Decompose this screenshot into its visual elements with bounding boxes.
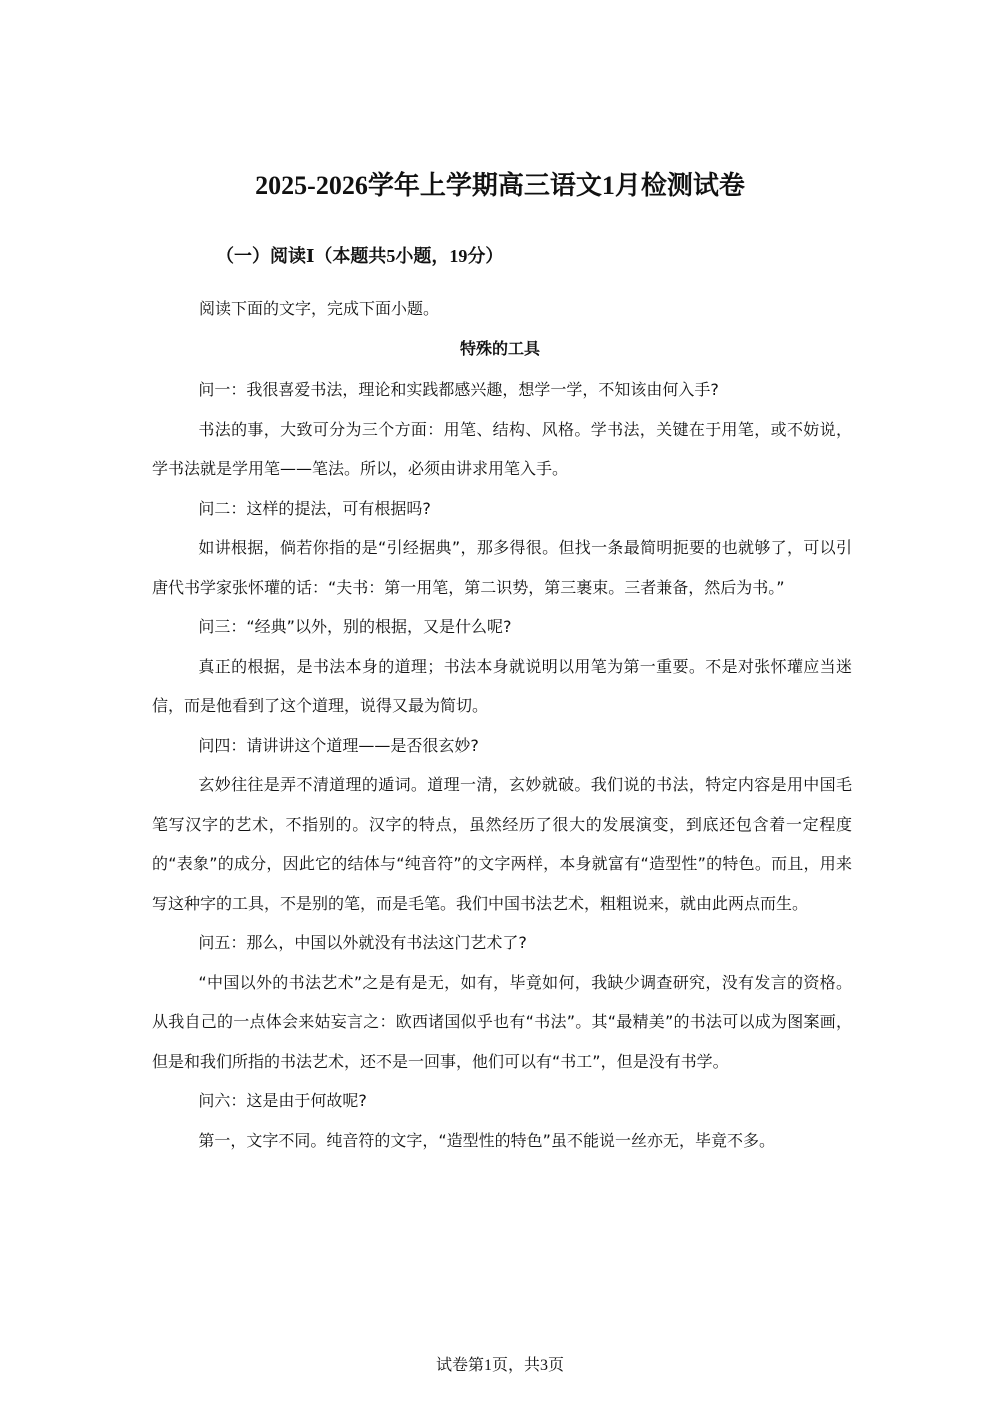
exam-title: 2025-2026学年上学期高三语文1月检测试卷 xyxy=(255,171,745,200)
paragraph-question-6: 问六：这是由于何故呢? xyxy=(198,1091,367,1110)
paragraph-question-3: 问三：“经典”以外，别的根据，又是什么呢? xyxy=(198,617,512,636)
page-footer: 试卷第1页，共3页 xyxy=(435,1357,564,1374)
article-title: 特殊的工具 xyxy=(459,339,540,358)
reading-instruction: 阅读下面的文字，完成下面小题。 xyxy=(199,299,440,318)
paragraph-answer-1: 书法的事，大致可分为三个方面：用笔、结构、风格。学书法，关键在于用笔，或不妨说，学书法就是学用笔——笔法。所以，必须由讲求用笔入手。 xyxy=(152,419,852,478)
paragraph-question-4: 问四：请讲讲这个道理——是否很玄妙? xyxy=(198,735,479,755)
paragraph-answer-4: 玄妙往往是弄不清道理的遁词。道理一清，玄妙就破。我们说的书法，特定内容是用中国毛笔写汉字的艺术，不指别的。汉字的特点，虽然经历了很大的发展演变，到底还包含着一定程度的“表象”的成分，因此它的结体与“纯音符”的文字两样，本身就富有“造型性”的特色。而且，用来写这种字的工具，不是别的笔，而是毛笔。我们中国书法艺术，粗粗说来，就由此两点而生。 xyxy=(152,775,852,913)
paragraph-question-1: 问一：我很喜爱书法，理论和实践都感兴趣，想学一学，不知该由何入手? xyxy=(198,380,719,399)
paragraph-answer-6: 第一，文字不同。纯音符的文字，“造型性的特色”虽不能说一丝亦无，毕竟不多。 xyxy=(198,1130,775,1150)
section-heading: （一）阅读Ⅰ（本题共5小题，19分） xyxy=(216,246,504,266)
article-body xyxy=(152,370,852,1160)
paragraph-answer-3: 真正的根据，是书法本身的道理；书法本身就说明以用笔为第一重要。不是对张怀瓘应当迷信，而是他看到了这个道理，说得又最为简切。 xyxy=(152,656,852,715)
paragraph-answer-2: 如讲根据，倘若你指的是“引经据典”，那多得很。但找一条最简明扼要的也就够了，可以引唐代书学家张怀瓘的话：“夫书：第一用笔，第二识势，第三裹束。三者兼备，然后为书。” xyxy=(152,538,852,597)
paragraph-question-2: 问二：这样的提法，可有根据吗? xyxy=(198,498,431,518)
paragraph-answer-5: “中国以外的书法艺术”之是有是无，如有，毕竟如何，我缺少调查研究，没有发言的资格。从我自己的一点体会来姑妄言之：欧西诸国似乎也有“书法”。其“最精美”的书法可以成为图案画，但是和我们所指的书法艺术，还不是一回事，他们可以有“书工”，但是没有书学。 xyxy=(152,972,852,1071)
paragraph-question-5: 问五：那么，中国以外就没有书法这门艺术了? xyxy=(198,933,527,952)
